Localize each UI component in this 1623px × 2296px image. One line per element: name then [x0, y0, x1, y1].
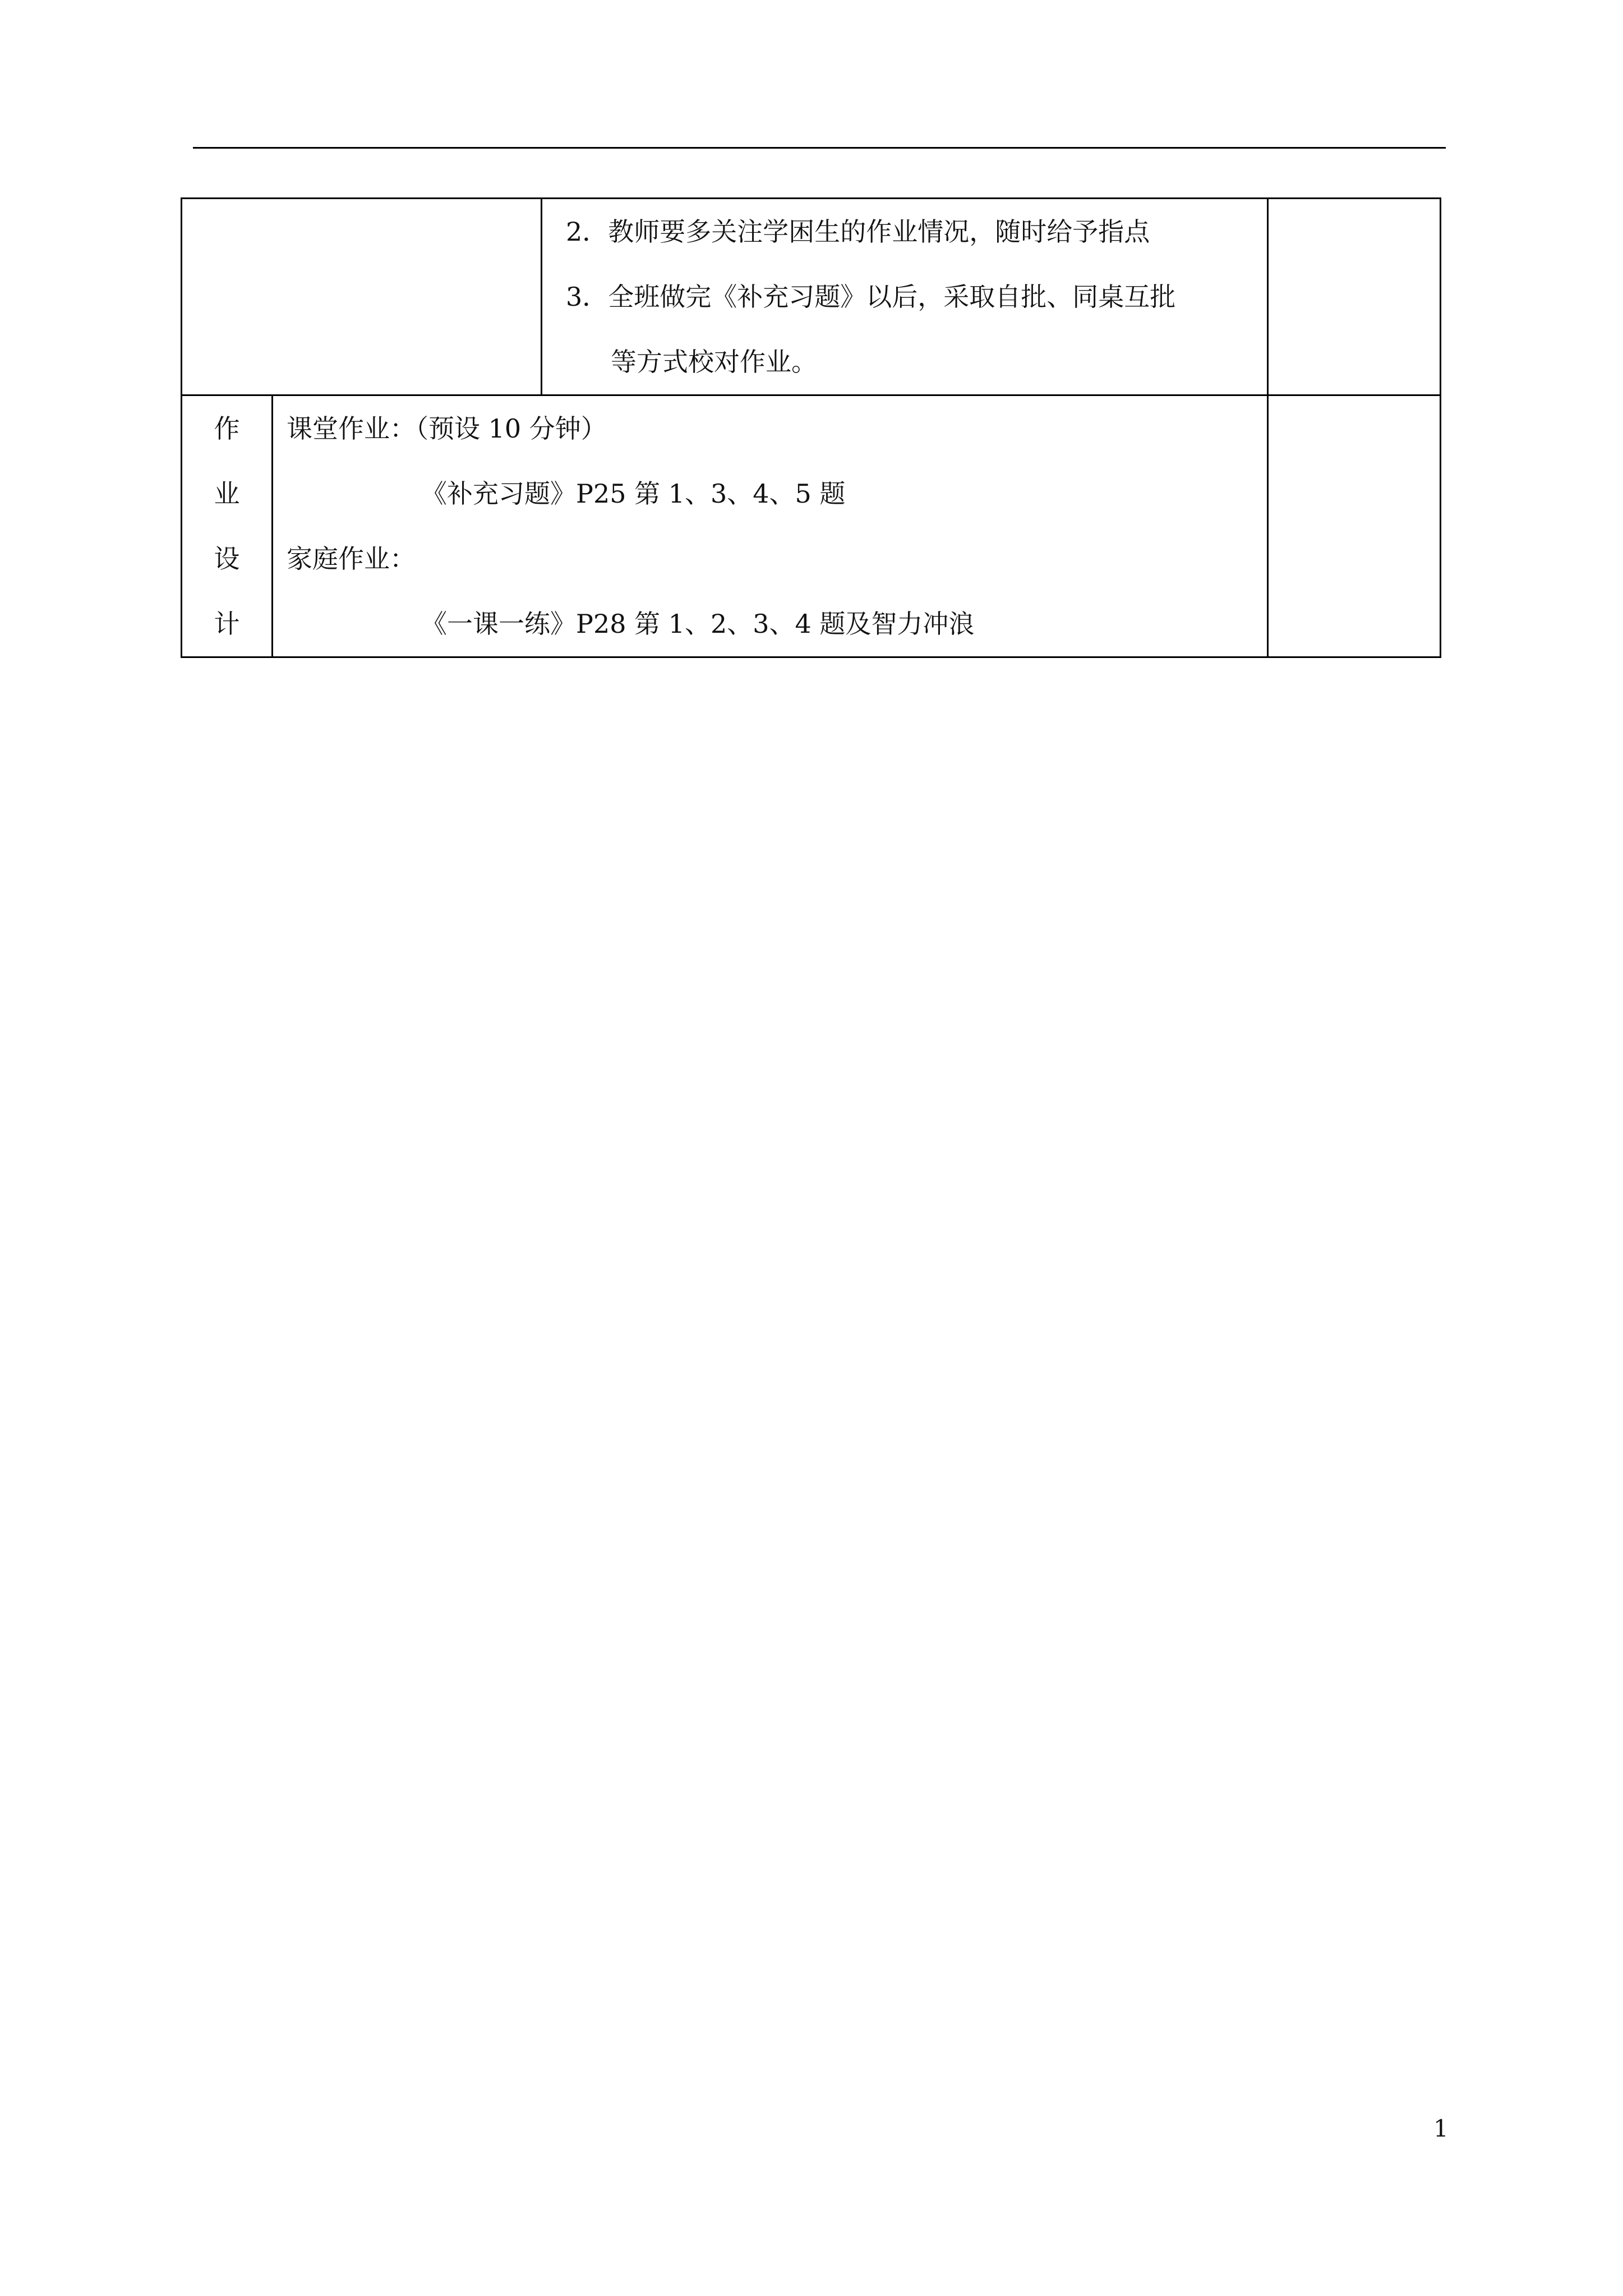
homework-label-char: 计 — [214, 609, 240, 639]
class-homework-task: 《补充习题》P25 第 1、3、4、5 题 — [421, 478, 846, 509]
page-number: 1 — [1433, 2115, 1449, 2142]
header-rule — [193, 147, 1446, 149]
homework-row — [182, 395, 1441, 657]
process-item-3-continued: 等方式校对作业。 — [611, 347, 817, 377]
lesson-plan-table — [181, 197, 1441, 658]
process-content-cell — [542, 199, 1268, 395]
home-homework-title: 家庭作业： — [287, 544, 416, 574]
homework-label-char: 设 — [214, 544, 240, 574]
homework-content-cell — [273, 395, 1268, 657]
homework-notes-cell — [1268, 395, 1441, 657]
home-homework-task: 《一课一练》P28 第 1、2、3、4 题及智力冲浪 — [421, 609, 975, 639]
process-notes-cell — [1268, 199, 1441, 395]
class-homework-title: 课堂作业：（预设 10 分钟） — [287, 413, 607, 444]
process-row — [182, 199, 1441, 395]
homework-label-char: 作 — [214, 413, 240, 444]
process-item-3: 3．全班做完《补充习题》以后，采取自批、同桌互批 — [566, 282, 1176, 312]
homework-label-char: 业 — [214, 478, 240, 509]
homework-label-cell — [182, 395, 273, 657]
process-left-cell — [182, 199, 542, 395]
process-item-2: 2．教师要多关注学困生的作业情况，随时给予指点 — [566, 217, 1150, 247]
